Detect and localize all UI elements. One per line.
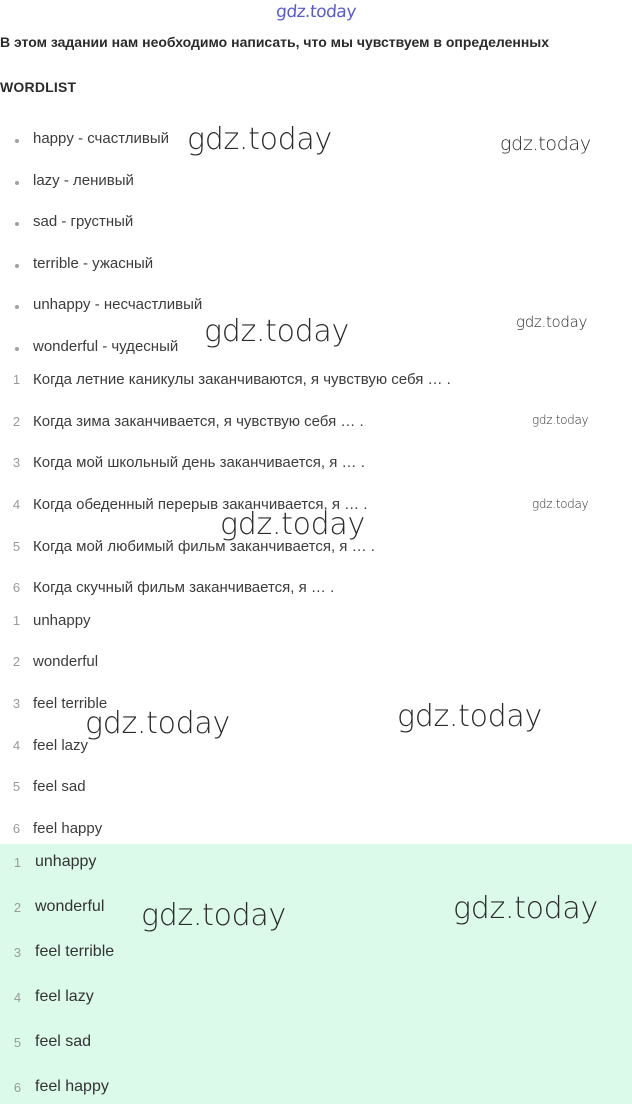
item-number: 3: [12, 454, 21, 470]
item-number: 6: [12, 820, 21, 836]
watermark: gdz.today: [532, 497, 589, 511]
answer-text: feel sad: [33, 777, 86, 795]
item-number: 4: [12, 496, 21, 512]
item-number: 6: [13, 1079, 22, 1095]
item-number: 3: [13, 944, 22, 960]
item-number: 3: [12, 695, 21, 711]
watermark: gdz.today: [187, 122, 332, 157]
answer-text: wonderful: [33, 652, 99, 670]
answer-text: feel happy: [35, 1078, 109, 1095]
answer-text: feel lazy: [35, 988, 94, 1005]
item-number: 5: [13, 1034, 22, 1050]
item-number: 2: [12, 653, 21, 669]
answer-item: [0, 986, 94, 1008]
answer-text: feel terrible: [33, 694, 108, 712]
list-item: [0, 169, 134, 191]
watermark: gdz.today: [500, 133, 591, 155]
answer-item: [0, 1031, 91, 1053]
list-item-text: happy - счастливый: [33, 129, 169, 147]
answer-item: [0, 650, 98, 672]
list-item: [0, 252, 153, 274]
list-item: [0, 127, 169, 149]
sentence-text: Когда обеденный перерыв заканчивается, я … .: [33, 495, 368, 513]
bullet: [0, 214, 33, 229]
bullet: [0, 131, 33, 146]
watermark: gdz.today: [220, 507, 365, 542]
sentence-item: [0, 451, 365, 473]
item-number: 2: [13, 899, 22, 915]
watermark: gdz.today: [204, 314, 349, 349]
item-number: 2: [12, 413, 21, 429]
answer-item: [0, 1076, 109, 1098]
bullet: [0, 173, 33, 188]
bullet: [0, 339, 33, 354]
sentence-text: Когда зима заканчивается, я чувствую себя … .: [33, 412, 364, 430]
list-item-text: unhappy - несчастливый: [33, 295, 203, 313]
bullet: [0, 256, 33, 271]
answer-item: [0, 851, 96, 873]
watermark: gdz.today: [397, 699, 542, 734]
wordlist-heading: WORDLIST: [0, 79, 77, 95]
answer-text: feel sad: [35, 1033, 92, 1050]
answer-text: feel terrible: [35, 943, 115, 960]
item-number: 1: [12, 371, 21, 387]
answer-text: feel happy: [33, 819, 103, 837]
item-number: 4: [13, 989, 22, 1005]
answer-box: [0, 844, 632, 1104]
bullet: [0, 297, 33, 312]
sentence-item: [0, 368, 451, 390]
watermark: gdz.today: [532, 413, 589, 427]
answer-item: [0, 896, 104, 918]
watermark: gdz.today: [453, 891, 598, 926]
list-item-text: wonderful - чудесный: [33, 337, 179, 355]
answer-text: feel lazy: [33, 736, 89, 754]
list-item-text: sad - грустный: [33, 212, 134, 230]
list-item-text: lazy - ленивый: [33, 171, 134, 189]
item-number: 6: [12, 579, 21, 595]
item-number: 5: [12, 778, 21, 794]
answer-text: wonderful: [35, 898, 105, 915]
site-logo[interactable]: gdz.today: [275, 2, 357, 22]
item-number: 1: [13, 854, 22, 870]
list-item: [0, 210, 133, 232]
watermark: gdz.today: [141, 898, 286, 933]
answer-text: unhappy: [35, 853, 97, 870]
list-item: [0, 335, 178, 357]
watermark: gdz.today: [516, 313, 588, 331]
sentence-text: Когда скучный фильм заканчивается, я … .: [33, 578, 335, 596]
answer-item: [0, 734, 88, 756]
intro-text: В этом задании нам необходимо написать, что мы чувствуем в определенных: [0, 34, 550, 50]
sentence-item: [0, 576, 334, 598]
answer-item: [0, 609, 91, 631]
watermark: gdz.today: [85, 706, 230, 741]
list-item-text: terrible - ужасный: [33, 254, 154, 272]
answer-text: unhappy: [33, 611, 91, 629]
sentence-text: Когда мой школьный день заканчивается, я … .: [33, 453, 365, 471]
list-item: [0, 293, 202, 315]
answer-item: [0, 817, 102, 839]
answer-item: [0, 775, 86, 797]
sentence-text: Когда летние каникулы заканчиваются, я чувствую себя … .: [33, 370, 451, 388]
sentence-item: [0, 410, 364, 432]
item-number: 5: [12, 538, 21, 554]
item-number: 1: [12, 612, 21, 628]
sentence-text: Когда мой любимый фильм заканчивается, я … .: [33, 537, 375, 555]
answer-item: [0, 941, 114, 963]
item-number: 4: [12, 737, 21, 753]
